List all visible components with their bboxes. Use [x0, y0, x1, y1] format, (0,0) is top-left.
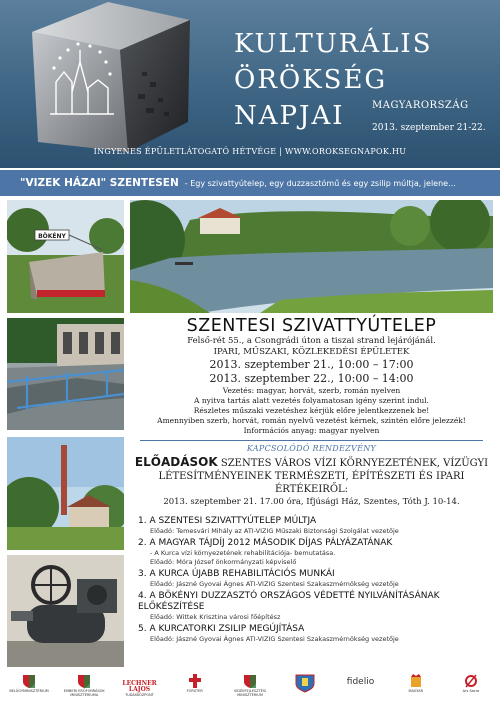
header	[0, 0, 500, 168]
event-dates: 2013. szeptember 21-22.	[372, 123, 486, 133]
photo-pump-machine	[7, 555, 124, 667]
sponsor-name: MAGYAR	[408, 689, 424, 693]
sponsor-logo	[172, 673, 218, 693]
event-heading-big: ELŐADÁSOK	[134, 455, 218, 469]
list-item	[138, 516, 493, 536]
list-item	[138, 569, 493, 589]
sponsor-name: MINISZTÉRIUMA	[70, 693, 99, 697]
sponsor-name: FORSTER	[186, 689, 203, 693]
lecture-speaker: Előadó: Jászné Gyovai Ágnes ATI-VIZIG Szentesi Szakaszmérnökség vezetője	[150, 635, 399, 643]
sponsor-name: Ars Sacra	[462, 689, 480, 693]
photo-chimney	[7, 437, 124, 550]
sponsor-name: EMBERI ERŐFORRÁSOK	[63, 689, 105, 693]
note-line: Részletes műszaki vezetéshez kérjük előre jelentkezzenek be!	[193, 406, 430, 415]
photo-river-canal	[130, 200, 493, 313]
lecture-title: 5. A KURCATORKI ZSILIP MEGÚJÍTÁSA	[138, 624, 305, 634]
photo-boat-monument	[7, 200, 124, 313]
stone-cube-illustration	[20, 2, 195, 152]
note-line: A nyitva tartás alatt vezetés folyamatosan igény szerint indul.	[194, 396, 429, 405]
list-item	[138, 538, 493, 567]
sponsor-logo	[117, 673, 163, 697]
main-content	[130, 316, 493, 646]
theme-banner	[0, 170, 500, 196]
country-label: MAGYARORSZÁG	[372, 100, 469, 111]
sponsor-logo	[227, 673, 273, 697]
note-line: Vezetés: magyar, horvát, szerb, román nyelven	[222, 386, 401, 395]
event-heading	[130, 456, 493, 496]
related-event-label: KAPCSOLÓDÓ RENDEZVÉNY	[246, 444, 377, 453]
event-heading-rest: SZENTES VÁROS VÍZI KÖRNYEZETÉNEK, VÍZÜGYI LÉTESÍTMÉNYEINEK TERMÉSZETI, ÉPÍTÉSZETI ÉS IPARI ÉRTÉKEIRŐL:	[158, 458, 489, 495]
event-info: 2013. szeptember 21. 17.00 óra, Ifjúsági Ház, Szentes, Tóth J. 10-14.	[163, 497, 460, 507]
lecture-speaker: Előadó: Jászné Gyovai Ágnes ATI-VIZIG Szentesi Szakaszmérnökség vezetője	[150, 580, 399, 588]
sponsor-logo	[6, 673, 52, 693]
opening-time: 2013. szeptember 21., 10:00 – 17:00	[209, 358, 414, 371]
sponsor-name: fidelio	[346, 677, 375, 687]
sponsor-logo	[338, 673, 384, 687]
sponsor-name: VIDÉKFEJLESZTÉSI	[233, 689, 267, 693]
sponsor-logo	[61, 673, 107, 697]
banner-subtitle: - Egy szivattyútelep, egy duzzasztómű és egy zsilip múltja, jelene...	[184, 178, 456, 188]
sponsor-logo	[282, 673, 328, 693]
lecture-list	[130, 516, 493, 644]
lecture-title: 2. A MAGYAR TÁJDÍJ 2012 MÁSODIK DÍJAS PÁLYÁZATÁNAK	[138, 538, 393, 548]
venue-category: IPARI, MŰSZAKI, KÖZLEKEDÉSI ÉPÜLETEK	[213, 347, 410, 357]
ars-sacra-icon	[464, 673, 478, 689]
heritage-crown-icon	[409, 673, 423, 689]
lecture-title: 4. A BÖKÉNYI DUZZASZTÓ ORSZÁGOS VÉDETTÉ NYILVÁNÍTÁSÁNAK ELŐKÉSZÍTÉSE	[138, 591, 440, 612]
title-line: NAPJAI	[234, 101, 345, 131]
lecture-speaker: Előadó: Móra József önkormányzati képviselő	[150, 558, 297, 566]
sponsor-name: LECHNER LAJOS	[122, 680, 157, 693]
sponsor-name: MINISZTÉRIUM	[237, 693, 263, 697]
venue-address: Felső-rét 55., a Csongrádi úton a tiszai strand lejárójánál.	[187, 336, 436, 346]
lecture-speaker: Előadó: Wittek Krisztina városi főépítész	[150, 613, 281, 621]
divider	[140, 440, 483, 441]
coat-of-arms-icon	[77, 673, 91, 689]
tagline: INGYENES ÉPÜLETLÁTOGATÓ HÉTVÉGE | WWW.OROKSEGNAPOK.HU	[93, 147, 407, 156]
title-line: ÖRÖKSÉG	[234, 65, 388, 95]
coat-of-arms-icon	[243, 673, 257, 689]
sponsor-name: BELÜGYMINISZTÉRIUM	[9, 689, 49, 693]
lecture-speaker: Előadó: Temesvári Mihály az ATI-VIZIG Műszaki Biztonsági Szolgálat vezetője	[150, 527, 399, 535]
note-line: Amennyiben szerb, horvát, román nyelvű vezetést kérnek, szintén előre jelezzék!	[157, 416, 466, 425]
sponsor-logo	[393, 673, 439, 693]
list-item	[138, 624, 493, 644]
coat-of-arms-icon	[22, 673, 36, 689]
photo-pump-station	[7, 318, 124, 430]
note-line: Információs anyag: magyar nyelven	[243, 426, 380, 435]
sponsor-logos	[0, 673, 500, 703]
title-line: KULTURÁLIS	[234, 29, 433, 59]
lecture-title: 3. A KURCA ÚJABB REHABILITÁCIÓS MUNKÁI	[138, 569, 335, 579]
sponsor-logo	[448, 673, 494, 693]
banner-title: "VIZEK HÁZAI" SZENTESEN	[20, 177, 179, 189]
event-title	[234, 26, 433, 134]
boat-caption: BÖKÉNY	[38, 233, 66, 240]
list-item	[138, 591, 493, 622]
opening-time: 2013. szeptember 22., 10:00 – 14:00	[209, 372, 414, 385]
city-crest-icon	[294, 673, 316, 693]
lecture-subtitle: - A Kurca vízi környezetének rehabilitációja- bemutatása.	[150, 549, 336, 557]
venue-title: SZENTESI SZIVATTYÚTELEP	[186, 316, 437, 336]
sponsor-name: TUDÁSKÖZPONT	[125, 693, 154, 697]
lecture-title: 1. A SZENTESI SZIVATTYÚTELEP MÚLTJA	[138, 516, 317, 526]
forster-icon	[188, 673, 202, 689]
